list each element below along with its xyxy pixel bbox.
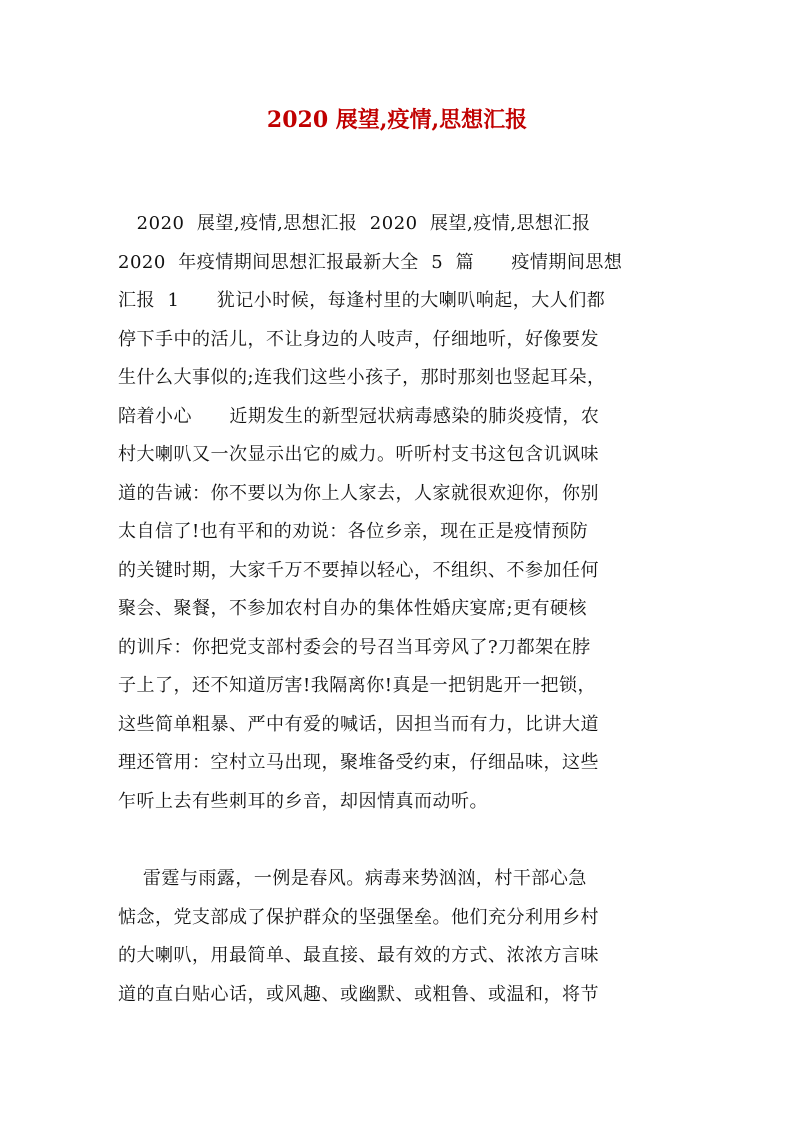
text-line: 汇报 1 犹记小时候，每逢村里的大喇叭响起，大人们都 — [118, 290, 606, 311]
text-line: 的关键时期，大家千万不要掉以轻心，不组织、不参加任何 — [118, 559, 599, 581]
text-line: 生什么大事似的;连我们这些小孩子，那时那刻也竖起耳朵， — [118, 367, 606, 388]
document-title: 2020 展望,疫情,思想汇报 — [266, 107, 528, 133]
text-line: 的训斥：你把党支部村委会的号召当耳旁风了?刀都架在脖 — [118, 636, 591, 658]
text-line: 2020 展望,疫情,思想汇报 2020 展望,疫情,思想汇报 — [118, 213, 591, 234]
paragraph-1 — [118, 205, 678, 821]
text-line: 村大喇叭又一次显示出它的威力。听听村支书这包含讥讽味 — [118, 444, 599, 465]
text-line: 乍听上去有些刺耳的乡音，却因情真而动听。 — [118, 790, 488, 812]
text-line: 道的直白贴心话，或风趣、或幽默、或粗鲁、或温和，将节 — [118, 983, 599, 1005]
text-line: 理还管用：空村立马出现，聚堆备受约束，仔细品味，这些 — [118, 752, 599, 773]
text-line: 道的告诫：你不要以为你上人家去，人家就很欢迎你，你别 — [118, 482, 599, 504]
text-line: 陪着小心 近期发生的新型冠状病毒感染的肺炎疫情，农 — [118, 405, 600, 427]
text-line: 聚会、聚餐，不参加农村自办的集体性婚庆宴席;更有硬核 — [118, 598, 588, 619]
paragraph-2 — [118, 860, 678, 1014]
text-line: 太自信了!也有平和的劝说：各位乡亲，现在正是疫情预防 — [118, 521, 589, 542]
text-line: 停下手中的活儿，不让身边的人吱声，仔细地听，好像要发 — [118, 328, 599, 350]
text-line: 子上了，还不知道厉害!我隔离你!真是一把钥匙开一把锁， — [118, 675, 596, 696]
text-line: 2020 年疫情期间思想汇报最新大全 5 篇 疫情期间思想 — [118, 251, 623, 273]
text-line: 这些简单粗暴、严中有爱的喊话，因担当而有力，比讲大道 — [118, 713, 599, 735]
text-line: 雷霆与雨露，一例是春风。病毒来势汹汹，村干部心急 — [118, 868, 587, 889]
text-line: 的大喇叭，用最简单、最直接、最有效的方式、浓浓方言味 — [118, 945, 599, 966]
text-line: 惦念，党支部成了保护群众的坚强堡垒。他们充分利用乡村 — [118, 906, 599, 928]
